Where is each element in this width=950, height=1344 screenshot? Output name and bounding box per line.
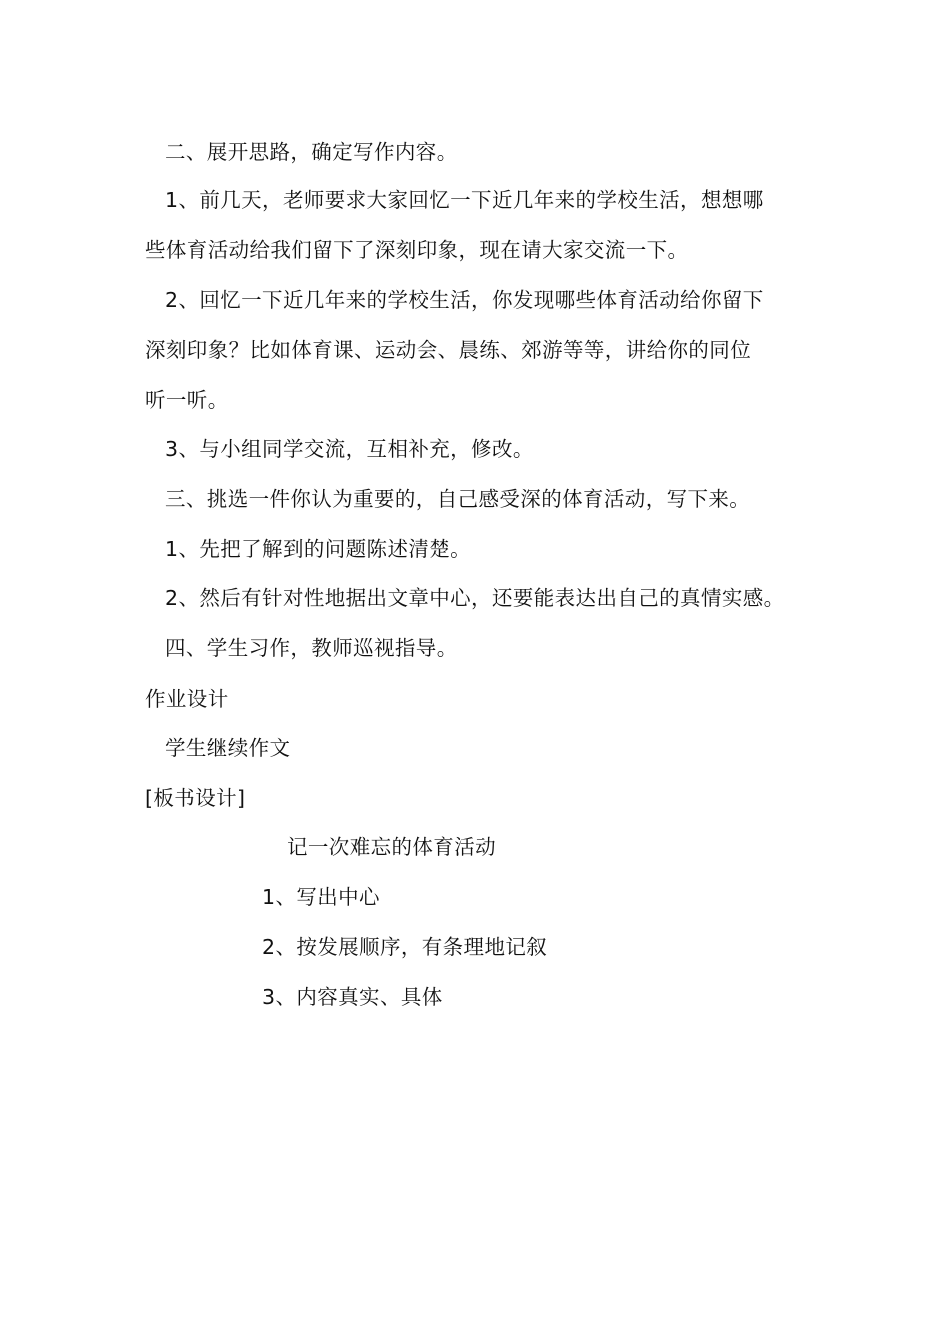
homework-heading: 作业设计 [145, 687, 229, 711]
section2-item2-line2: 深刻印象？比如体育课、运动会、晨练、郊游等等，讲给你的同位 [145, 338, 752, 362]
section2-item2-line3: 听一听。 [145, 388, 229, 412]
section3-item1: 1、先把了解到的问题陈述清楚。 [165, 537, 472, 561]
board-heading: [板书设计] [145, 786, 246, 810]
section3-heading: 三、挑选一件你认为重要的，自己感受深的体育活动，写下来。 [165, 487, 751, 511]
section2-item2-line1: 2、回忆一下近几年来的学校生活，你发现哪些体育活动给你留下 [165, 288, 764, 312]
board-point1: 1、写出中心 [262, 885, 380, 909]
board-point3: 3、内容真实、具体 [262, 985, 443, 1009]
homework-content: 学生继续作文 [165, 736, 291, 760]
section2-item1-line2: 些体育活动给我们留下了深刻印象，现在请大家交流一下。 [145, 238, 689, 262]
section2-item3: 3、与小组同学交流，互相补充，修改。 [165, 437, 534, 461]
board-point2: 2、按发展顺序，有条理地记叙 [262, 935, 548, 959]
section2-heading: 二、展开思路，确定写作内容。 [165, 140, 458, 164]
section2-item1-line1: 1、前几天，老师要求大家回忆一下近几年来的学校生活，想想哪 [165, 188, 764, 212]
section4-heading: 四、学生习作，教师巡视指导。 [165, 636, 458, 660]
section3-item2: 2、然后有针对性地据出文章中心，还要能表达出自己的真情实感。 [165, 586, 785, 610]
board-title: 记一次难忘的体育活动 [287, 835, 496, 859]
